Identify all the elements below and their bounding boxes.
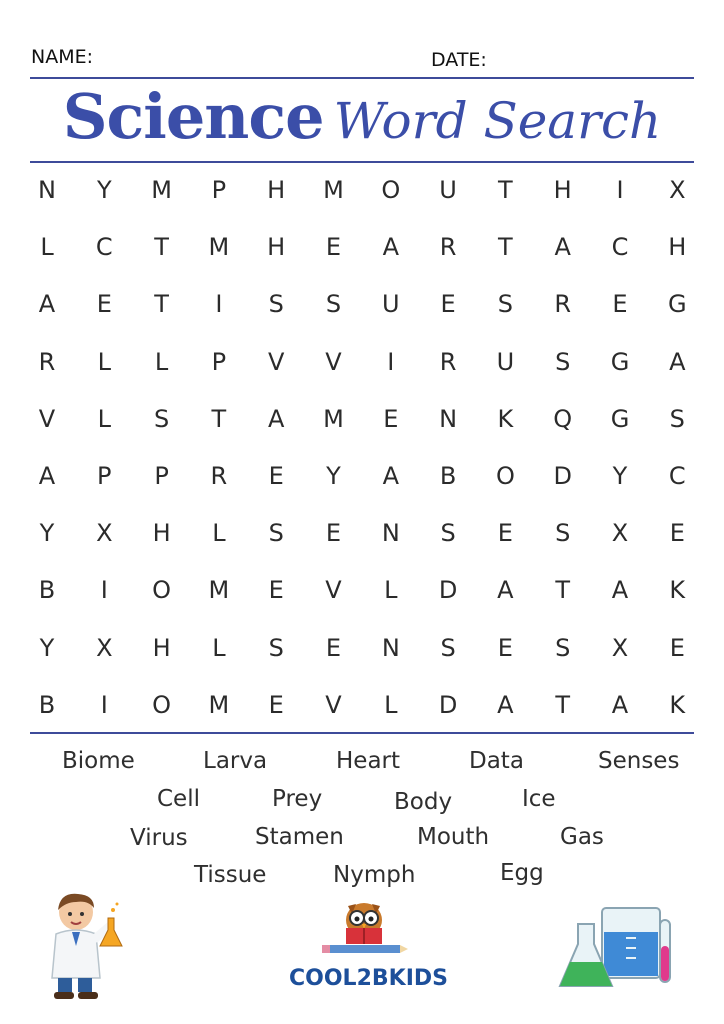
word-bank-item: Nymph bbox=[333, 862, 416, 888]
grid-letter: T bbox=[498, 176, 513, 204]
grid-letter: O bbox=[381, 176, 401, 204]
grid-letter: A bbox=[497, 690, 514, 719]
grid-letter: E bbox=[325, 519, 342, 548]
word-bank-item: Larva bbox=[203, 748, 268, 774]
grid-letter: A bbox=[267, 404, 285, 433]
grid-letter: L bbox=[40, 233, 54, 262]
grid-letter: S bbox=[153, 404, 170, 433]
grid-letter: Y bbox=[39, 633, 55, 662]
grid-letter: Y bbox=[326, 462, 341, 490]
grid-letter: S bbox=[440, 519, 456, 548]
grid-letter: G bbox=[610, 347, 630, 376]
grid-letter: X bbox=[96, 633, 113, 662]
grid-letter: C bbox=[95, 233, 113, 262]
grid-letter: H bbox=[267, 176, 286, 204]
grid-letter: D bbox=[438, 576, 458, 605]
grid-letter: V bbox=[325, 576, 342, 605]
brand-logo: COOL2BKIDS bbox=[289, 966, 448, 991]
grid-letter: S bbox=[268, 290, 284, 319]
word-bank-item: Heart bbox=[336, 748, 401, 774]
grid-letter: O bbox=[152, 690, 172, 719]
grid-letter: H bbox=[267, 233, 286, 262]
grid-letter: L bbox=[212, 633, 226, 662]
grid-letter: K bbox=[669, 576, 686, 605]
scientist-boy-icon bbox=[44, 890, 126, 1002]
grid-letter: S bbox=[555, 633, 571, 662]
grid-letter: U bbox=[382, 290, 400, 319]
grid-letter: E bbox=[612, 290, 628, 319]
grid-letter: X bbox=[611, 633, 629, 662]
grid-letter: T bbox=[555, 690, 571, 719]
grid-letter: H bbox=[553, 176, 572, 204]
date-label: DATE: bbox=[431, 49, 487, 71]
grid-letter: R bbox=[439, 233, 457, 262]
grid-letter: A bbox=[611, 690, 629, 719]
grid-letter: I bbox=[616, 176, 624, 204]
letter-grid bbox=[18, 164, 706, 724]
grid-letter: B bbox=[38, 576, 56, 605]
grid-letter: N bbox=[381, 633, 400, 662]
grid-letter: A bbox=[669, 347, 686, 376]
grid-letter: K bbox=[669, 690, 686, 719]
grid-letter: V bbox=[325, 347, 342, 376]
grid-letter: P bbox=[97, 462, 112, 490]
grid-letter: P bbox=[154, 462, 169, 490]
grid-letter: R bbox=[439, 347, 457, 376]
grid-letter: U bbox=[439, 176, 457, 204]
grid-letter: U bbox=[496, 347, 515, 376]
grid-letter: V bbox=[325, 690, 342, 719]
grid-letter: E bbox=[325, 233, 342, 262]
grid-letter: B bbox=[38, 690, 56, 719]
grid-letter: S bbox=[555, 347, 571, 376]
grid-letter: G bbox=[610, 404, 630, 433]
grid-letter: M bbox=[208, 690, 230, 719]
grid-letter: I bbox=[387, 347, 395, 376]
grid-letter: O bbox=[495, 462, 515, 490]
grid-letter: M bbox=[323, 176, 344, 204]
grid-letter: E bbox=[497, 519, 513, 548]
grid-letter: D bbox=[553, 462, 572, 490]
grid-letter: Y bbox=[612, 462, 628, 490]
word-bank-item: Mouth bbox=[417, 824, 490, 850]
title-rule bbox=[30, 161, 694, 163]
grid-letter: A bbox=[38, 462, 56, 490]
grid-letter: L bbox=[97, 404, 111, 433]
word-bank-item: Senses bbox=[598, 748, 680, 774]
grid-letter: T bbox=[555, 576, 571, 605]
word-bank-item: Egg bbox=[500, 860, 544, 886]
word-bank-item: Prey bbox=[272, 786, 323, 812]
grid-letter: E bbox=[268, 576, 284, 605]
grid-letter: H bbox=[668, 233, 687, 262]
word-bank-item: Ice bbox=[522, 786, 556, 812]
grid-letter: S bbox=[555, 519, 571, 548]
grid-letter: B bbox=[439, 462, 457, 490]
grid-letter: N bbox=[38, 176, 56, 204]
grid-letter: T bbox=[154, 233, 169, 262]
lab-glassware-icon bbox=[556, 902, 686, 998]
grid-letter: L bbox=[384, 690, 398, 719]
grid-letter: S bbox=[268, 519, 284, 548]
grid-letter: A bbox=[382, 462, 399, 490]
grid-letter: E bbox=[268, 462, 284, 490]
word-bank-item: Virus bbox=[130, 825, 188, 851]
grid-letter: S bbox=[669, 404, 685, 433]
grid-letter: H bbox=[152, 633, 171, 662]
grid-letter: I bbox=[100, 690, 108, 719]
grid-letter: A bbox=[38, 290, 56, 319]
grid-letter: I bbox=[100, 576, 108, 605]
grid-letter: L bbox=[384, 576, 398, 605]
grid-letter: E bbox=[497, 633, 513, 662]
grid-letter: K bbox=[497, 404, 514, 433]
grid-letter: R bbox=[554, 290, 572, 319]
grid-letter: E bbox=[383, 404, 399, 433]
owl-reading-book-icon bbox=[318, 898, 410, 960]
word-bank-item: Gas bbox=[560, 824, 604, 850]
word-bank-item: Biome bbox=[62, 748, 135, 774]
grid-letter: X bbox=[611, 519, 629, 548]
title-science: Science bbox=[62, 80, 324, 153]
grid-letter: V bbox=[267, 347, 285, 376]
grid-letter: C bbox=[611, 233, 629, 262]
grid-letter: D bbox=[438, 690, 458, 719]
word-bank-item: Body bbox=[394, 789, 453, 815]
grid-letter: L bbox=[97, 347, 111, 376]
grid-letter: G bbox=[667, 290, 687, 319]
grid-letter: Q bbox=[553, 404, 573, 433]
grid-letter: A bbox=[611, 576, 629, 605]
grid-letter: Y bbox=[96, 176, 112, 204]
grid-letter: E bbox=[669, 633, 685, 662]
grid-letter: A bbox=[382, 233, 399, 262]
grid-letter: T bbox=[211, 404, 227, 433]
grid-letter: A bbox=[497, 576, 514, 605]
title-word-search: Word Search bbox=[333, 92, 662, 150]
grid-letter: L bbox=[154, 347, 169, 376]
grid-letter: E bbox=[325, 633, 342, 662]
grid-letter: E bbox=[96, 290, 112, 319]
grid-letter: M bbox=[151, 176, 172, 204]
grid-letter: N bbox=[381, 519, 400, 548]
grid-letter: S bbox=[325, 290, 342, 319]
grid-letter: M bbox=[208, 233, 230, 262]
grid-letter: T bbox=[498, 233, 513, 262]
grid-letter: Y bbox=[39, 519, 55, 548]
name-label: NAME: bbox=[31, 46, 94, 68]
grid-letter: X bbox=[669, 176, 686, 204]
grid-letter: N bbox=[439, 404, 458, 433]
page-title bbox=[0, 80, 724, 153]
grid-letter: T bbox=[154, 290, 169, 319]
word-bank-item: Cell bbox=[157, 786, 200, 812]
word-bank-item: Data bbox=[469, 748, 524, 774]
grid-letter: H bbox=[152, 519, 171, 548]
grid-letter: O bbox=[152, 576, 172, 605]
grid-letter: E bbox=[669, 519, 685, 548]
grid-letter: M bbox=[323, 404, 344, 433]
word-bank-item: Tissue bbox=[194, 862, 267, 888]
word-bank-item: Stamen bbox=[255, 824, 344, 850]
grid-letter: V bbox=[38, 404, 56, 433]
grid-letter: S bbox=[497, 290, 513, 319]
grid-letter: R bbox=[210, 462, 228, 490]
grid-letter: L bbox=[212, 519, 226, 548]
grid-letter: P bbox=[211, 176, 227, 204]
grid-letter: E bbox=[268, 690, 284, 719]
grid-letter: S bbox=[440, 633, 456, 662]
grid-letter: P bbox=[211, 347, 227, 376]
grid-letter: A bbox=[554, 233, 571, 262]
grid-letter: I bbox=[215, 290, 223, 319]
grid-letter: R bbox=[38, 347, 56, 376]
grid-letter: M bbox=[208, 576, 230, 605]
bottom-rule bbox=[30, 732, 694, 734]
grid-letter: C bbox=[668, 462, 686, 490]
top-rule bbox=[30, 77, 694, 79]
grid-letter: E bbox=[440, 290, 456, 319]
grid-letter: S bbox=[268, 633, 284, 662]
grid-letter: X bbox=[96, 519, 113, 548]
